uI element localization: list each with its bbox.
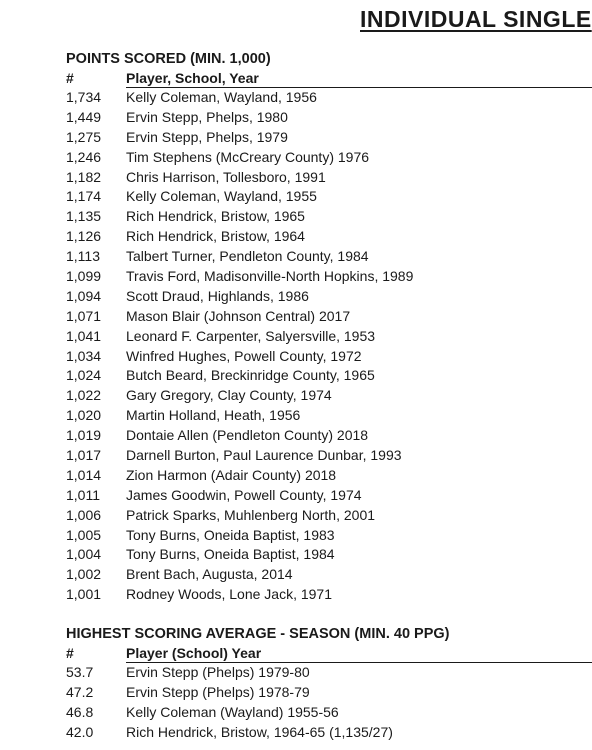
record-value: 47.2 — [66, 683, 94, 700]
player-entry: Rich Hendrick, Bristow, 1964 — [126, 228, 305, 245]
list-item — [66, 366, 592, 386]
player-entry: Rich Hendrick, Bristow, 1964-65 (1,135/27) — [126, 723, 393, 740]
record-value: 1,071 — [66, 307, 102, 324]
list-item — [66, 486, 592, 506]
record-value: 1,246 — [66, 148, 102, 165]
player-entry: Ervin Stepp (Phelps) 1978-79 — [126, 683, 310, 700]
list-item — [66, 247, 592, 267]
page-title: INDIVIDUAL SINGLE — [360, 6, 592, 32]
record-value: 1,002 — [66, 566, 102, 583]
player-entry: Tony Burns, Oneida Baptist, 1983 — [126, 526, 335, 543]
record-value: 1,041 — [66, 327, 102, 344]
list-item — [66, 565, 592, 585]
list-item — [66, 683, 592, 703]
player-entry: Tony Burns, Oneida Baptist, 1984 — [126, 546, 335, 563]
record-value: 1,182 — [66, 168, 102, 185]
player-entry: Tim Stephens (McCreary County) 1976 — [126, 148, 370, 165]
player-entry: Dontaie Allen (Pendleton County) 2018 — [126, 427, 369, 444]
points-scored-section — [66, 49, 592, 605]
record-value: 1,024 — [66, 367, 102, 384]
record-value: 1,449 — [66, 108, 102, 125]
player-entry: Rich Hendrick, Bristow, 1965 — [126, 208, 305, 225]
section-title: HIGHEST SCORING AVERAGE - SEASON (MIN. 40 PPG) — [66, 626, 450, 642]
record-value: 1,126 — [66, 228, 102, 245]
list-item — [66, 227, 592, 247]
column-header — [66, 69, 592, 88]
list-item — [66, 663, 592, 683]
list-item — [66, 446, 592, 466]
list-item — [66, 267, 592, 287]
points-list — [66, 88, 592, 605]
player-entry: Brent Bach, Augusta, 2014 — [126, 566, 293, 583]
list-item — [66, 466, 592, 486]
list-item — [66, 128, 592, 148]
list-item — [66, 585, 592, 605]
record-value: 1,006 — [66, 506, 102, 523]
record-value: 42.0 — [66, 723, 94, 740]
header-player: Player (School) Year — [126, 645, 262, 661]
list-item — [66, 406, 592, 426]
player-entry: Ervin Stepp, Phelps, 1979 — [126, 128, 288, 145]
player-entry: Travis Ford, Madisonville-North Hopkins, 1989 — [126, 268, 414, 285]
record-value: 1,174 — [66, 188, 102, 205]
record-value: 1,001 — [66, 586, 102, 603]
record-value: 1,020 — [66, 407, 102, 424]
player-entry: Kelly Coleman (Wayland) 1955-56 — [126, 703, 339, 720]
list-item — [66, 386, 592, 406]
player-entry: Chris Harrison, Tollesboro, 1991 — [126, 168, 326, 185]
player-entry: Ervin Stepp, Phelps, 1980 — [126, 108, 288, 125]
player-entry: Rodney Woods, Lone Jack, 1971 — [126, 586, 332, 603]
player-entry: Kelly Coleman, Wayland, 1956 — [126, 89, 317, 105]
player-entry: Ervin Stepp (Phelps) 1979-80 — [126, 664, 310, 680]
record-value: 46.8 — [66, 703, 94, 720]
record-value: 1,034 — [66, 347, 102, 364]
record-value: 1,099 — [66, 268, 102, 285]
player-entry: Kelly Coleman, Wayland, 1955 — [126, 188, 317, 205]
record-value: 1,005 — [66, 526, 102, 543]
player-entry: Gary Gregory, Clay County, 1974 — [126, 387, 332, 404]
list-item — [66, 506, 592, 526]
player-entry: Zion Harmon (Adair County) 2018 — [126, 466, 337, 483]
list-item — [66, 723, 592, 743]
list-item — [66, 108, 592, 128]
record-value: 1,135 — [66, 208, 102, 225]
list-item — [66, 703, 592, 723]
scoring-average-section — [66, 624, 592, 743]
player-entry: Scott Draud, Highlands, 1986 — [126, 287, 309, 304]
record-value: 1,011 — [66, 486, 100, 503]
record-value: 53.7 — [66, 664, 94, 680]
list-item — [66, 526, 592, 546]
record-value: 1,094 — [66, 287, 102, 304]
column-header — [66, 644, 592, 663]
list-item — [66, 207, 592, 227]
header-player: Player, School, Year — [126, 70, 259, 86]
record-value: 1,734 — [66, 89, 102, 105]
list-item — [66, 168, 592, 188]
record-value: 1,014 — [66, 466, 102, 483]
player-entry: Leonard F. Carpenter, Salyersville, 1953 — [126, 327, 376, 344]
list-item — [66, 88, 592, 108]
player-entry: Butch Beard, Breckinridge County, 1965 — [126, 367, 375, 384]
list-item — [66, 327, 592, 347]
record-value: 1,022 — [66, 387, 102, 404]
record-value: 1,019 — [66, 427, 102, 444]
list-item — [66, 187, 592, 207]
header-number: # — [66, 645, 74, 661]
player-entry: Martin Holland, Heath, 1956 — [126, 407, 301, 424]
list-item — [66, 287, 592, 307]
player-entry: Talbert Turner, Pendleton County, 1984 — [126, 248, 369, 265]
player-entry: James Goodwin, Powell County, 1974 — [126, 486, 362, 503]
player-entry: Darnell Burton, Paul Laurence Dunbar, 1993 — [126, 447, 402, 464]
list-item — [66, 545, 592, 565]
player-entry: Winfred Hughes, Powell County, 1972 — [126, 347, 362, 364]
list-item — [66, 307, 592, 327]
header-number: # — [66, 70, 74, 86]
player-entry: Mason Blair (Johnson Central) 2017 — [126, 307, 351, 324]
list-item — [66, 426, 592, 446]
player-entry: Patrick Sparks, Muhlenberg North, 2001 — [126, 506, 376, 523]
record-value: 1,113 — [66, 248, 100, 265]
list-item — [66, 347, 592, 367]
section-title: POINTS SCORED (MIN. 1,000) — [66, 51, 271, 67]
record-value: 1,004 — [66, 546, 102, 563]
list-item — [66, 148, 592, 168]
record-value: 1,017 — [66, 447, 102, 464]
record-value: 1,275 — [66, 128, 102, 145]
average-list — [66, 663, 592, 743]
